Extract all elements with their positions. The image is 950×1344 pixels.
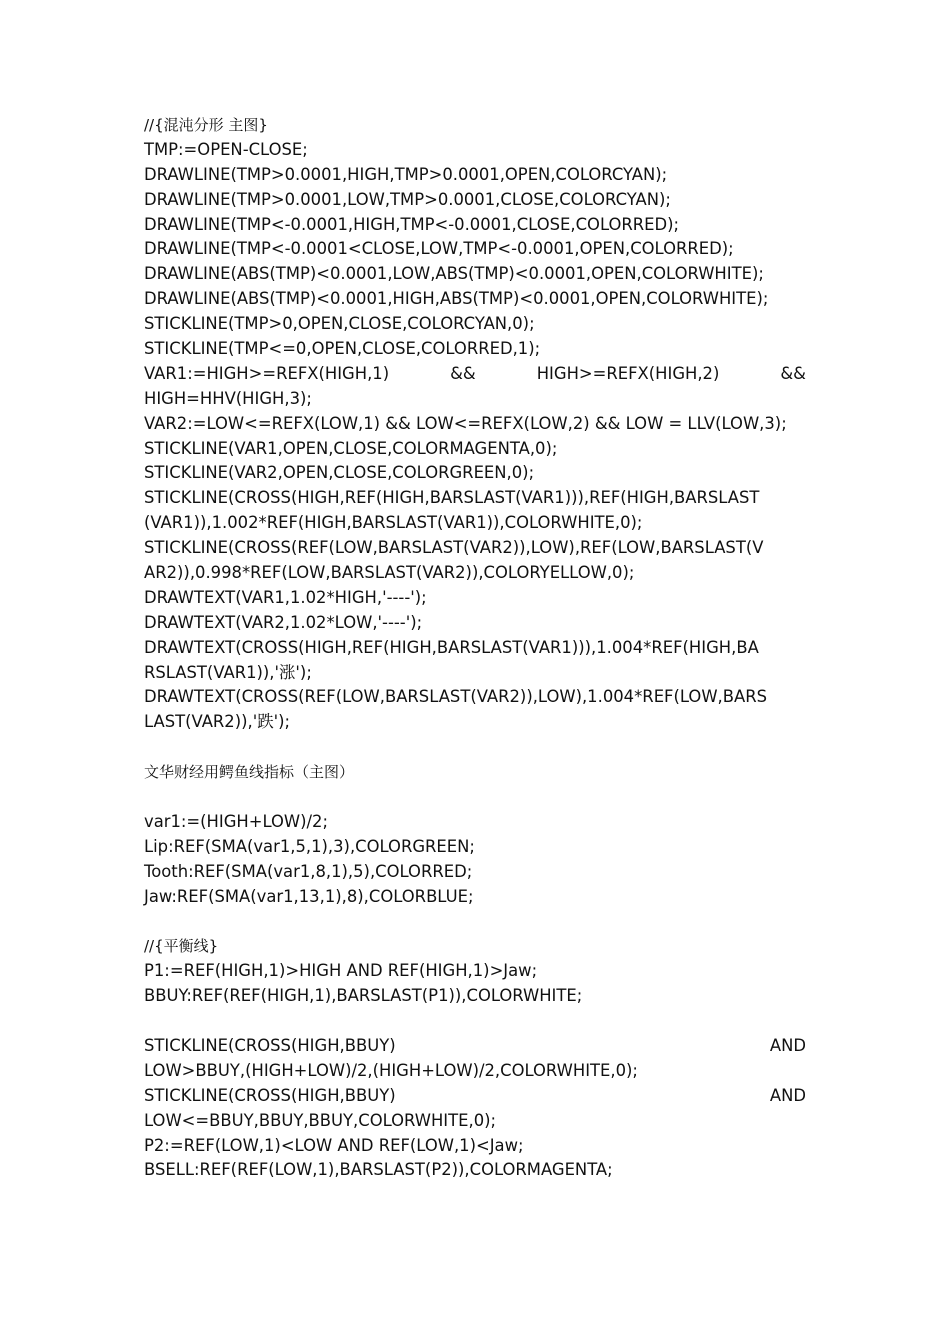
code-line: DRAWLINE(TMP<-0.0001,HIGH,TMP<-0.0001,CLOSE,COLORRED); xyxy=(144,214,680,234)
formula-text xyxy=(144,113,806,1183)
code-line-justified xyxy=(144,1034,806,1059)
code-line: LOW>BBUY,(HIGH+LOW)/2,(HIGH+LOW)/2,COLORWHITE,0); xyxy=(144,1060,638,1080)
code-fragment: && xyxy=(450,363,476,383)
code-line: STICKLINE(TMP<=0,OPEN,CLOSE,COLORRED,1); xyxy=(144,339,541,359)
code-line: BBUY:REF(REF(HIGH,1),BARSLAST(P1)),COLORWHITE; xyxy=(144,986,583,1006)
code-line: DRAWLINE(TMP<-0.0001<CLOSE,LOW,TMP<-0.0001,OPEN,COLORRED); xyxy=(144,239,734,259)
code-line: DRAWTEXT(CROSS(REF(LOW,BARSLAST(VAR2)),LOW),1.004*REF(LOW,BARS xyxy=(144,687,767,707)
code-line: P2:=REF(LOW,1)<LOW AND REF(LOW,1)<Jaw; xyxy=(144,1135,524,1155)
blank-line xyxy=(144,910,806,935)
code-line: RSLAST(VAR1)),'涨'); xyxy=(144,662,312,682)
code-line: Tooth:REF(SMA(var1,8,1),5),COLORRED; xyxy=(144,861,473,881)
code-fragment: VAR1:=HIGH>=REFX(HIGH,1) xyxy=(144,363,390,383)
code-line: BSELL:REF(REF(LOW,1),BARSLAST(P2)),COLORMAGENTA; xyxy=(144,1160,613,1180)
code-fragment: AND xyxy=(769,1035,806,1055)
code-line: (VAR1)),1.002*REF(HIGH,BARSLAST(VAR1)),COLORWHITE,0); xyxy=(144,513,643,533)
code-line: Jaw:REF(SMA(var1,13,1),8),COLORBLUE; xyxy=(144,886,474,906)
code-line: DRAWLINE(ABS(TMP)<0.0001,LOW,ABS(TMP)<0.0001,OPEN,COLORWHITE); xyxy=(144,264,764,284)
code-line: LOW<=BBUY,BBUY,BBUY,COLORWHITE,0); xyxy=(144,1110,497,1130)
code-line: DRAWTEXT(CROSS(HIGH,REF(HIGH,BARSLAST(VAR1))),1.004*REF(HIGH,BA xyxy=(144,637,759,657)
code-line: Lip:REF(SMA(var1,5,1),3),COLORGREEN; xyxy=(144,836,475,856)
code-line: P1:=REF(HIGH,1)>HIGH AND REF(HIGH,1)>Jaw; xyxy=(144,961,538,981)
blank-line xyxy=(144,735,806,760)
blank-line xyxy=(144,1009,806,1034)
code-line: STICKLINE(VAR1,OPEN,CLOSE,COLORMAGENTA,0); xyxy=(144,438,558,458)
code-line-justified xyxy=(144,362,806,387)
section-comment-chaos-fractal: //{混沌分形 主图} xyxy=(144,116,268,134)
code-line: STICKLINE(CROSS(HIGH,REF(HIGH,BARSLAST(VAR1))),REF(HIGH,BARSLAST xyxy=(144,488,760,508)
code-fragment: STICKLINE(CROSS(HIGH,BBUY) xyxy=(144,1085,396,1105)
code-fragment: HIGH>=REFX(HIGH,2) xyxy=(536,363,720,383)
code-line: DRAWTEXT(VAR1,1.02*HIGH,'----'); xyxy=(144,587,427,607)
code-fragment: && xyxy=(780,363,806,383)
code-line: TMP:=OPEN-CLOSE; xyxy=(144,139,308,159)
code-line-justified xyxy=(144,1084,806,1109)
section-comment-balance-line: //{平衡线} xyxy=(144,937,219,956)
code-line: LAST(VAR2)),'跌'); xyxy=(144,712,291,732)
code-line: STICKLINE(CROSS(REF(LOW,BARSLAST(VAR2)),LOW),REF(LOW,BARSLAST(V xyxy=(144,538,764,558)
code-line: DRAWTEXT(VAR2,1.02*LOW,'----'); xyxy=(144,612,423,632)
code-fragment: STICKLINE(CROSS(HIGH,BBUY) xyxy=(144,1035,396,1055)
code-line: AR2)),0.998*REF(LOW,BARSLAST(VAR2)),COLORYELLOW,0); xyxy=(144,563,635,583)
code-line: STICKLINE(TMP>0,OPEN,CLOSE,COLORCYAN,0); xyxy=(144,314,535,334)
code-line: VAR2:=LOW<=REFX(LOW,1) && LOW<=REFX(LOW,2) && LOW = LLV(LOW,3); xyxy=(144,413,787,433)
section-title-alligator: 文华财经用鳄鱼线指标（主图） xyxy=(144,763,355,782)
code-line: var1:=(HIGH+LOW)/2; xyxy=(144,811,329,831)
code-line: STICKLINE(VAR2,OPEN,CLOSE,COLORGREEN,0); xyxy=(144,463,535,483)
code-line: DRAWLINE(TMP>0.0001,LOW,TMP>0.0001,CLOSE,COLORCYAN); xyxy=(144,189,671,209)
code-line: DRAWLINE(ABS(TMP)<0.0001,HIGH,ABS(TMP)<0.0001,OPEN,COLORWHITE); xyxy=(144,289,769,309)
code-line: DRAWLINE(TMP>0.0001,HIGH,TMP>0.0001,OPEN,COLORCYAN); xyxy=(144,164,668,184)
code-line: HIGH=HHV(HIGH,3); xyxy=(144,388,312,408)
code-fragment: AND xyxy=(769,1085,806,1105)
blank-line xyxy=(144,785,806,810)
